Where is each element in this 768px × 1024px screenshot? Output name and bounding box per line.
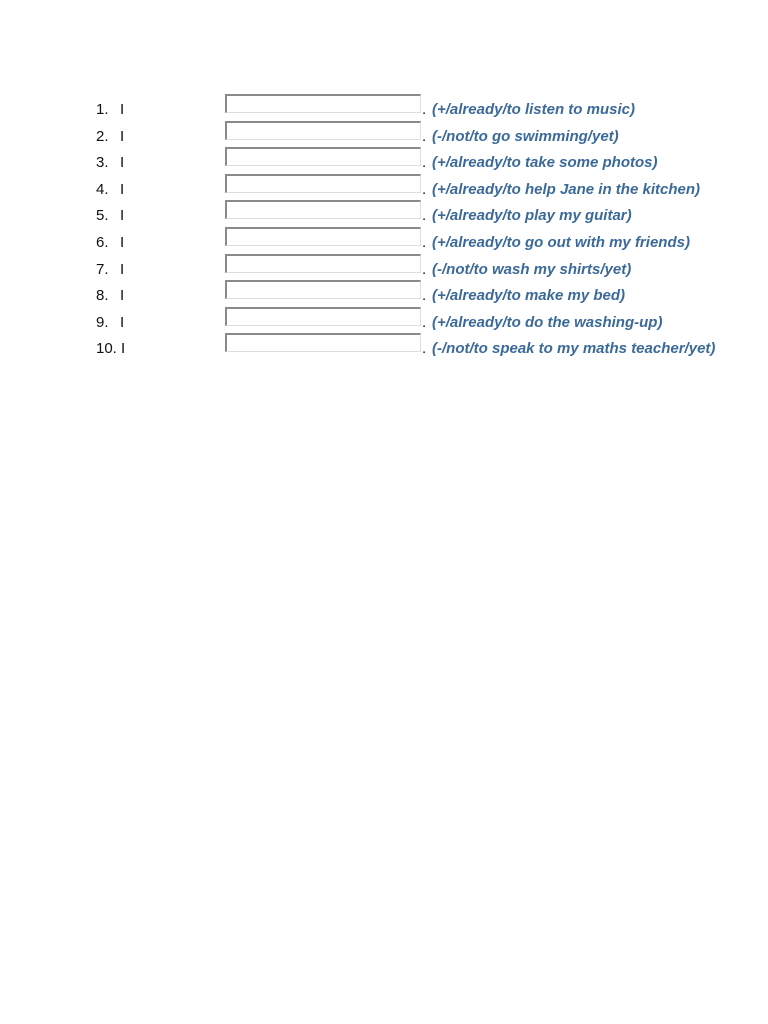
item-number: 1. (96, 101, 109, 118)
answer-input-1[interactable] (225, 94, 421, 113)
item-number: 8. (96, 287, 109, 305)
answer-input-7[interactable] (225, 254, 421, 273)
item-number: 6. (96, 233, 109, 251)
item-period: . (422, 287, 427, 305)
item-number: 4. (96, 180, 109, 198)
item-subject: I (120, 260, 125, 278)
item-hint: (+/already/to do the washing-up) (432, 313, 663, 331)
item-hint: (-/not/to wash my shirts/yet) (432, 260, 632, 278)
item-subject: I (120, 180, 125, 198)
item-number: 9. (96, 313, 109, 331)
item-period: . (422, 313, 427, 331)
item-number: 10. (96, 340, 117, 358)
answer-input-8[interactable] (225, 280, 421, 299)
answer-input-9[interactable] (225, 307, 421, 326)
item-hint: (+/already/to help Jane in the kitchen) (432, 180, 700, 198)
item-period: . (422, 154, 427, 172)
item-subject: I (121, 340, 126, 358)
item-period: . (422, 101, 427, 118)
item-subject: I (120, 207, 125, 225)
answer-input-2[interactable] (225, 121, 421, 140)
answer-input-5[interactable] (225, 200, 421, 219)
answer-input-6[interactable] (225, 227, 421, 246)
item-period: . (422, 207, 427, 225)
item-number: 5. (96, 207, 109, 225)
item-hint: (+/already/to make my bed) (432, 287, 625, 305)
item-subject: I (120, 154, 125, 172)
item-hint: (+/already/to play my guitar) (432, 207, 632, 225)
item-hint: (-/not/to speak to my maths teacher/yet) (432, 340, 716, 358)
item-subject: I (120, 101, 125, 118)
item-number: 3. (96, 154, 109, 172)
item-subject: I (120, 127, 125, 145)
item-subject: I (120, 313, 125, 331)
item-hint: (+/already/to take some photos) (432, 154, 658, 172)
answer-input-4[interactable] (225, 174, 421, 193)
item-period: . (422, 180, 427, 198)
answer-input-3[interactable] (225, 147, 421, 166)
item-subject: I (120, 233, 125, 251)
item-number: 2. (96, 127, 109, 145)
item-hint: (+/already/to go out with my friends) (432, 233, 690, 251)
item-subject: I (120, 287, 125, 305)
item-period: . (422, 260, 427, 278)
item-hint: (+/already/to listen to music) (432, 101, 635, 118)
item-hint: (-/not/to go swimming/yet) (432, 127, 619, 145)
item-period: . (422, 340, 427, 358)
answer-input-10[interactable] (225, 333, 421, 352)
item-period: . (422, 233, 427, 251)
item-period: . (422, 127, 427, 145)
item-number: 7. (96, 260, 109, 278)
